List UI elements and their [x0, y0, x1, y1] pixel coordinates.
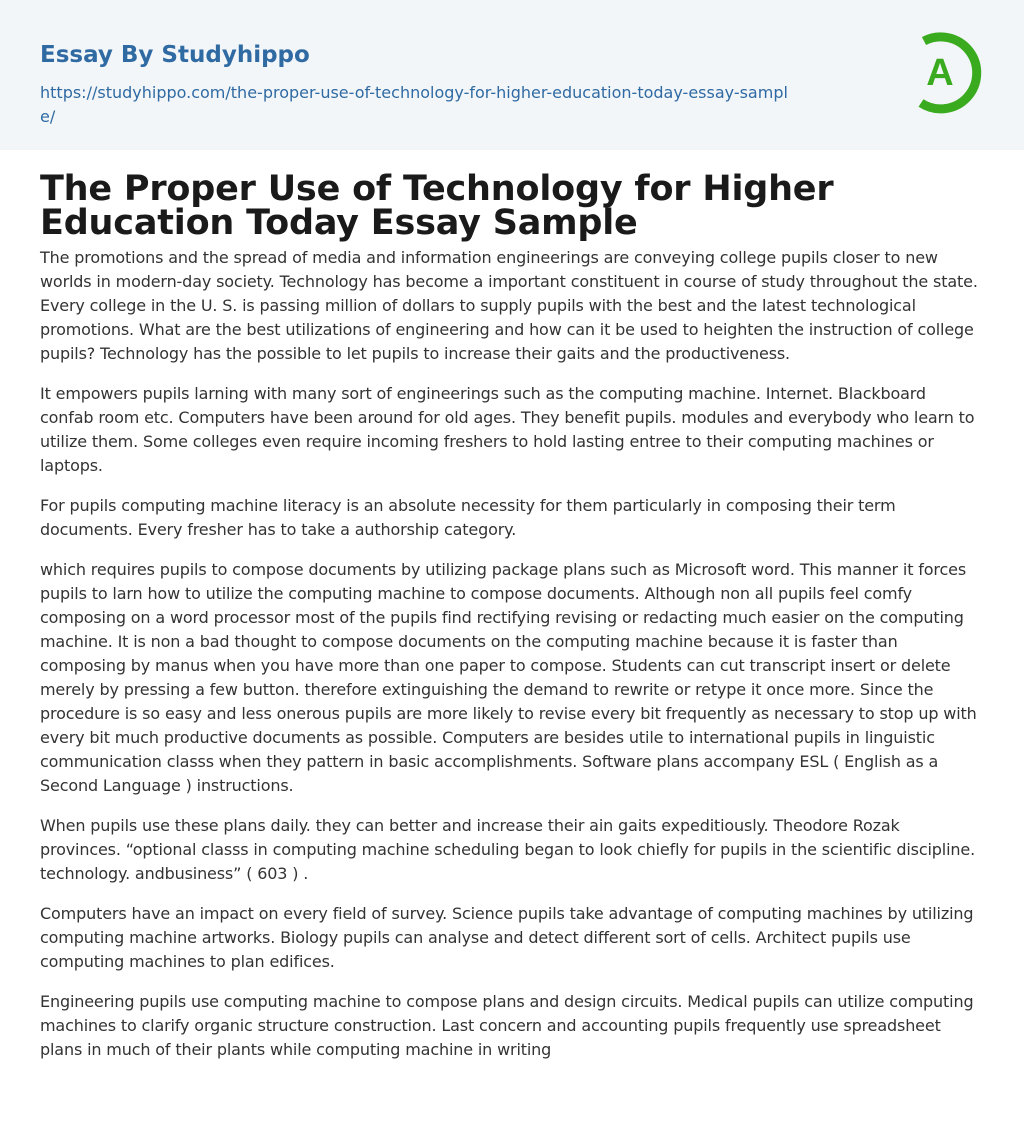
logo-letter: A: [926, 52, 954, 94]
essay-main: [0, 150, 1024, 1062]
essay-paragraph: Engineering pupils use computing machine to compose plans and design circuits. Medical pupils can utilize computing machines to clarify organic structure construction. Last concern and accounting pupils frequently use spreadsheet plans in much of their plants while computing machine in writing: [40, 992, 974, 1059]
site-header: [0, 0, 1024, 150]
essay-paragraph: For pupils computing machine literacy is an absolute necessity for them particularly in composing their term documents. Every fresher has to take a authorship category.: [40, 496, 896, 539]
studyhippo-logo-icon[interactable]: [906, 28, 990, 118]
essay-paragraph: The promotions and the spread of media and information engineerings are conveying college pupils closer to new worlds in modern-day society. Technology has become a important constituent in course of study throughout the state. Every college in the U. S. is passing million of dollars to supply pupils with the best and the latest technological promotions. What are the best utilizations of engineering and how can it be used to heighten the instruction of college pupils? Technology has the possible to let pupils to increase their gaits and the productiveness.: [40, 248, 978, 363]
essay-title: The Proper Use of Technology for Higher Education Today Essay Sample: [40, 169, 834, 243]
essay-paragraph: It empowers pupils larning with many sort of engineerings such as the computing machine. Internet. Blackboard confab room etc. Computers have been around for old ages. They benefit pupils. modules and everybody who learn to utilize them. Some colleges even require incoming freshers to hold lasting entree to their computing machines or laptops.: [40, 384, 975, 475]
essay-body: [40, 246, 984, 1062]
brand-title: Essay By Studyhippo: [40, 42, 310, 68]
essay-paragraph: which requires pupils to compose documents by utilizing package plans such as Microsoft word. This manner it forces pupils to larn how to utilize the computing machine to compose documents. Although non all pupils feel comfy composing on a word processor most of the pupils find rectifying revising or redacting much easier on the computing machine. It is non a bad thought to compose documents on the computing machine because it is faster than composing by manus when you have more than one paper to compose. Students can cut transcript insert or delete merely by pressing a few button. therefore extinguishing the demand to rewrite or retype it once more. Since the procedure is so easy and less onerous pupils are more likely to revise every bit frequently as necessary to stop up with every bit much productive documents as possible. Computers are besides utile to international pupils in linguistic communication classs when they pattern in basic accomplishments. Software plans accompany ESL ( English as a Second Language ) instructions.: [40, 560, 977, 795]
source-url-link[interactable]: https://studyhippo.com/the-proper-use-of-technology-for-higher-education-today-essay-sample/: [40, 83, 788, 126]
essay-paragraph: When pupils use these plans daily. they can better and increase their ain gaits expeditiously. Theodore Rozak provinces. “optional classs in computing machine scheduling began to look chiefly for pupils in the scientific discipline. technology. andbusiness” ( 603 ) .: [40, 816, 976, 883]
essay-paragraph: Computers have an impact on every field of survey. Science pupils take advantage of computing machines by utilizing computing machine artworks. Biology pupils can analyse and detect different sort of cells. Architect pupils use computing machines to plan edifices.: [40, 904, 974, 971]
